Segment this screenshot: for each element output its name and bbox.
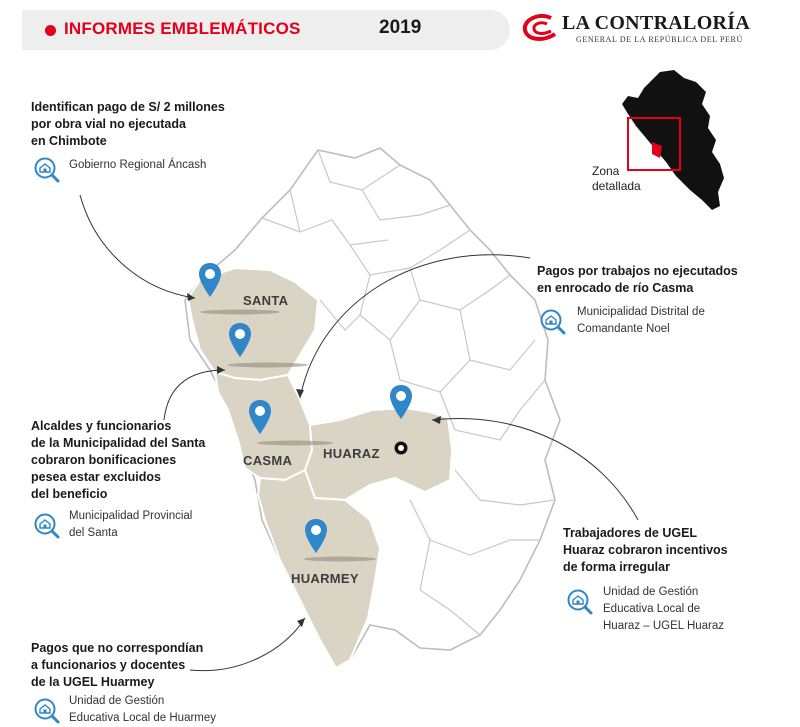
building-search-icon xyxy=(566,588,594,616)
entity-name: Municipalidad Distrital de Comandante Noel xyxy=(577,306,705,335)
connector-huarmey xyxy=(190,618,305,671)
logo-subtitle: GENERAL DE LA REPÚBLICA DEL PERÚ xyxy=(576,35,743,44)
callout-title: Trabajadores de UGEL Huaraz cobraron incentivos de forma irregular xyxy=(563,526,728,574)
entity-name: Unidad de Gestión Educativa Local de Huaraz – UGEL Huaraz xyxy=(603,586,725,632)
callout-title: Alcaldes y funcionarios de la Municipalidad del Santa cobraron bonificaciones pesea estar excluidos del beneficio xyxy=(31,419,206,501)
connector-chimbote xyxy=(80,195,195,298)
entity-name: Municipalidad Provincial del Santa xyxy=(69,510,193,539)
capital-star-icon xyxy=(395,442,408,455)
callout-title: Identifican pago de S/ 2 millones por obra vial no ejecutada en Chimbote xyxy=(31,100,225,148)
page-title: INFORMES EMBLEMÁTICOS xyxy=(64,19,301,38)
location-pin-icon xyxy=(248,399,272,435)
location-pin-icon xyxy=(198,262,222,298)
inset-label: Zona detallada xyxy=(592,164,641,193)
building-search-icon xyxy=(539,308,567,336)
map-label-casma: CASMA xyxy=(243,453,293,468)
location-pin-icon xyxy=(304,518,328,554)
building-search-icon xyxy=(33,697,61,725)
map-label-huarmey: HUARMEY xyxy=(291,571,359,586)
location-pin-icon xyxy=(228,322,252,358)
entity-name: Unidad de Gestión Educativa Local de Huarmey xyxy=(69,695,217,724)
building-search-icon xyxy=(33,156,61,184)
building-search-icon xyxy=(33,512,61,540)
callout-title: Pagos por trabajos no ejecutados en enrocado de río Casma xyxy=(537,264,738,295)
report-year: 2019 xyxy=(379,17,422,38)
entity-name: Gobierno Regional Áncash xyxy=(69,159,207,171)
logo-wordmark: LA CONTRALORÍA xyxy=(562,12,751,34)
location-pin-icon xyxy=(389,384,413,420)
callout-title: Pagos que no correspondían a funcionarios y docentes de la UGEL Huarmey xyxy=(31,641,204,689)
map-label-santa: SANTA xyxy=(243,293,289,308)
map-label-huaraz: HUARAZ xyxy=(323,446,380,461)
